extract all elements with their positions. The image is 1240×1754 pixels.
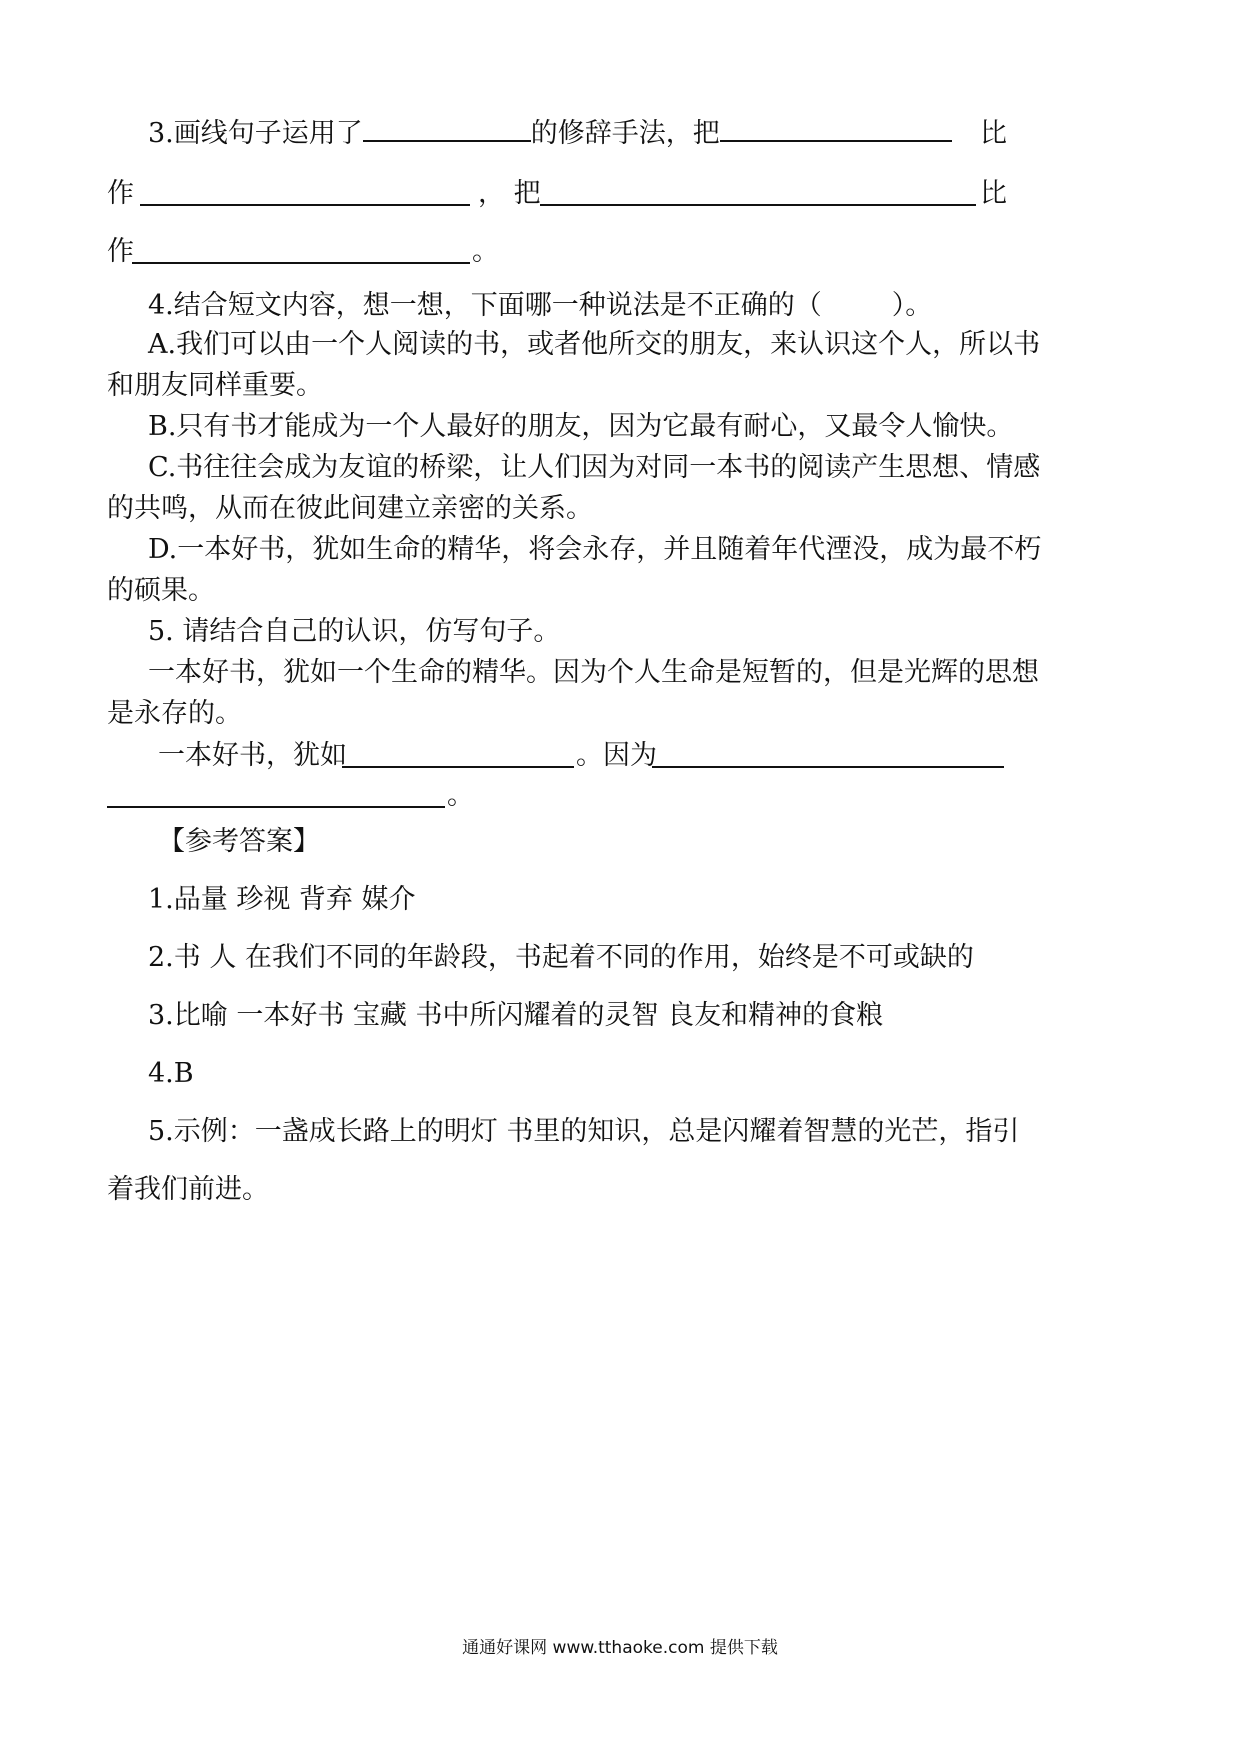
q5-blank-simile[interactable] — [342, 766, 574, 768]
q5-blank-reason-2[interactable] — [107, 806, 445, 808]
q3-text: ， 把 — [478, 178, 541, 209]
q3-blank-subject-2[interactable] — [540, 204, 976, 206]
q3-text: 。 — [472, 236, 499, 267]
q5-text: 。因为 — [576, 740, 657, 771]
q4-option-a-cont: 和朋友同样重要。 — [107, 370, 323, 401]
q4-option-d: D.一本好书，犹如生命的精华，将会永存，并且随着年代湮没，成为最不朽 — [148, 534, 1042, 565]
q5-example: 一本好书，犹如一个生命的精华。因为个人生命是短暂的，但是光辉的思想 — [148, 657, 1039, 688]
q4-option-d-cont: 的硕果。 — [107, 575, 215, 606]
q4-option-a: A.我们可以由一个人阅读的书，或者他所交的朋友，来认识这个人，所以书 — [148, 329, 1041, 360]
q3-line-3: 作 — [107, 236, 134, 267]
q3-line-1-end: 比 — [980, 118, 1007, 149]
answer-4: 4.B — [148, 1058, 194, 1089]
answer-1: 1.品量 珍视 背弃 媒介 — [148, 884, 416, 915]
q5-blank-reason-1[interactable] — [652, 766, 1004, 768]
q4-option-c: C.书往往会成为友谊的桥梁，让人们因为对同一本书的阅读产生思想、情感 — [148, 452, 1041, 483]
answer-3: 3.比喻 一本好书 宝藏 书中所闪耀着的灵智 良友和精神的食粮 — [148, 1000, 884, 1031]
q3-text: 3.画线句子运用了 — [148, 118, 363, 149]
q5-example-cont: 是永存的。 — [107, 698, 242, 729]
q5-fill-line: 一本好书，犹如 — [158, 740, 347, 771]
q3-line-1 — [148, 114, 952, 154]
q3-blank-subject-1[interactable] — [720, 139, 952, 142]
answer-5-cont: 着我们前进。 — [107, 1174, 269, 1205]
q3-blank-device[interactable] — [363, 139, 531, 142]
q3-text: 作 — [107, 178, 134, 209]
q4-option-c-cont: 的共鸣，从而在彼此间建立亲密的关系。 — [107, 493, 593, 524]
q3-line-2 — [107, 174, 134, 214]
answers-heading: 【参考答案】 — [158, 826, 320, 857]
q3-text: 的修辞手法，把 — [530, 118, 720, 149]
page-footer: 通通好课网 www.tthaoke.com 提供下载 — [462, 1638, 778, 1658]
q4-option-b: B.只有书才能成为一个人最好的朋友，因为它最有耐心，又最令人愉快。 — [148, 411, 1014, 442]
answer-2: 2.书 人 在我们不同的年龄段，书起着不同的作用，始终是不可或缺的 — [148, 942, 974, 973]
q5-text: 。 — [447, 780, 474, 811]
q3-line-2-end: 比 — [980, 178, 1007, 209]
answer-5: 5.示例：一盏成长路上的明灯 书里的知识，总是闪耀着智慧的光芒，指引 — [148, 1116, 1020, 1147]
q5-stem: 5. 请结合自己的认识，仿写句子。 — [148, 616, 561, 647]
q3-blank-object-2[interactable] — [132, 262, 470, 264]
q4-stem: 4.结合短文内容，想一想，下面哪一种说法是不正确的（ ）。 — [148, 290, 933, 321]
q3-blank-object-1[interactable] — [140, 204, 470, 206]
